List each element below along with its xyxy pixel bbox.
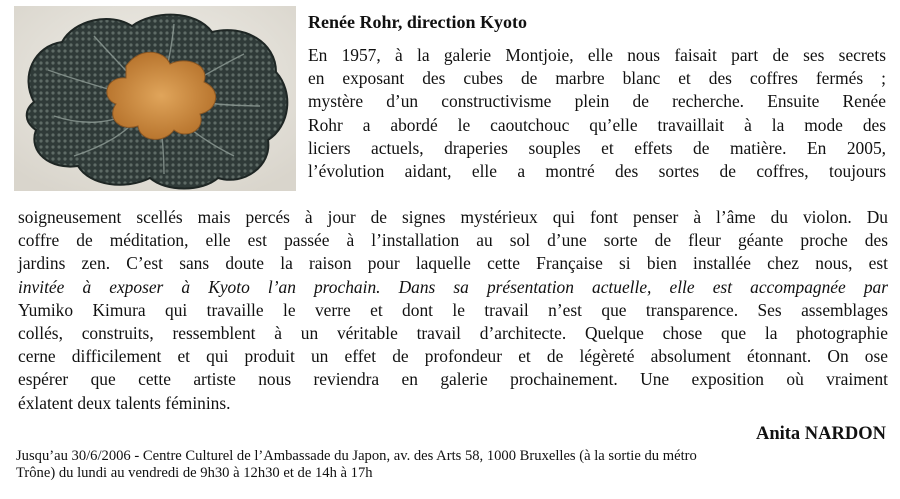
body-line: mystère d’un constructivisme plein de recherche. Ensuite Renée	[308, 91, 886, 112]
body-line: l’évolution aidant, elle a montré des sortes de coffres, toujours	[308, 161, 886, 182]
body-line: soigneusement scellés mais percés à jour de signes mystérieux qui font penser à l’âme du violon. Du	[18, 207, 888, 227]
body-line: En 1957, à la galerie Montjoie, elle nous faisait part de ses secrets	[308, 45, 886, 65]
author-signature: Anita NARDON	[755, 424, 886, 444]
body-line: en exposant des cubes de marbre blanc et des coffres fermés ;	[308, 68, 886, 89]
article-title: Renée Rohr, direction Kyoto	[308, 12, 527, 32]
body-line: collés, construits, ressemblent à un véritable travail d’architecte. Quelque chose que la photographie	[18, 323, 888, 344]
body-line: espérer que cette artiste nous reviendra en galerie prochainement. Une exposition où vraiment	[18, 369, 888, 390]
exhibition-info	[16, 448, 886, 482]
body-line: liciers actuels, draperies souples et effets de matière. En 2005,	[308, 137, 886, 158]
body-line: coffre de méditation, elle est passée à l’installation au sol d’une sorte de fleur géante proche des	[18, 230, 888, 251]
body-line: cerne difficilement et qui produit un effet de profondeur et de légèreté absolument étonnant. On ose	[18, 346, 888, 367]
sculpture-photo	[14, 6, 296, 191]
article-body-bottom	[18, 206, 888, 415]
body-line: invitée à exposer à Kyoto l’an prochain. Dans sa présentation actuelle, elle est accompagnée par	[18, 276, 888, 297]
body-line: Yumiko Kimura qui travaille le verre et dont le travail n’est que transparence. Ses assemblages	[18, 299, 888, 320]
article-body-top	[308, 44, 886, 183]
footer-line: Jusqu’au 30/6/2006 - Centre Culturel de l’Ambassade du Japon, av. des Arts 58, 1000 Bruxelles (à la sortie du métro	[16, 448, 697, 464]
body-line: Rohr a abordé le caoutchouc qu’elle travaillait à la mode des	[308, 114, 886, 135]
footer-line: Trône) du lundi au vendredi de 9h30 à 12h30 et de 14h à 17h	[16, 465, 373, 481]
sculpture-illustration	[14, 6, 296, 191]
body-line: jardins zen. C’est sans doute la raison pour laquelle cette Française si bien installée chez nous, est	[18, 253, 888, 274]
body-line: éxlatent deux talents féminins.	[18, 392, 231, 413]
